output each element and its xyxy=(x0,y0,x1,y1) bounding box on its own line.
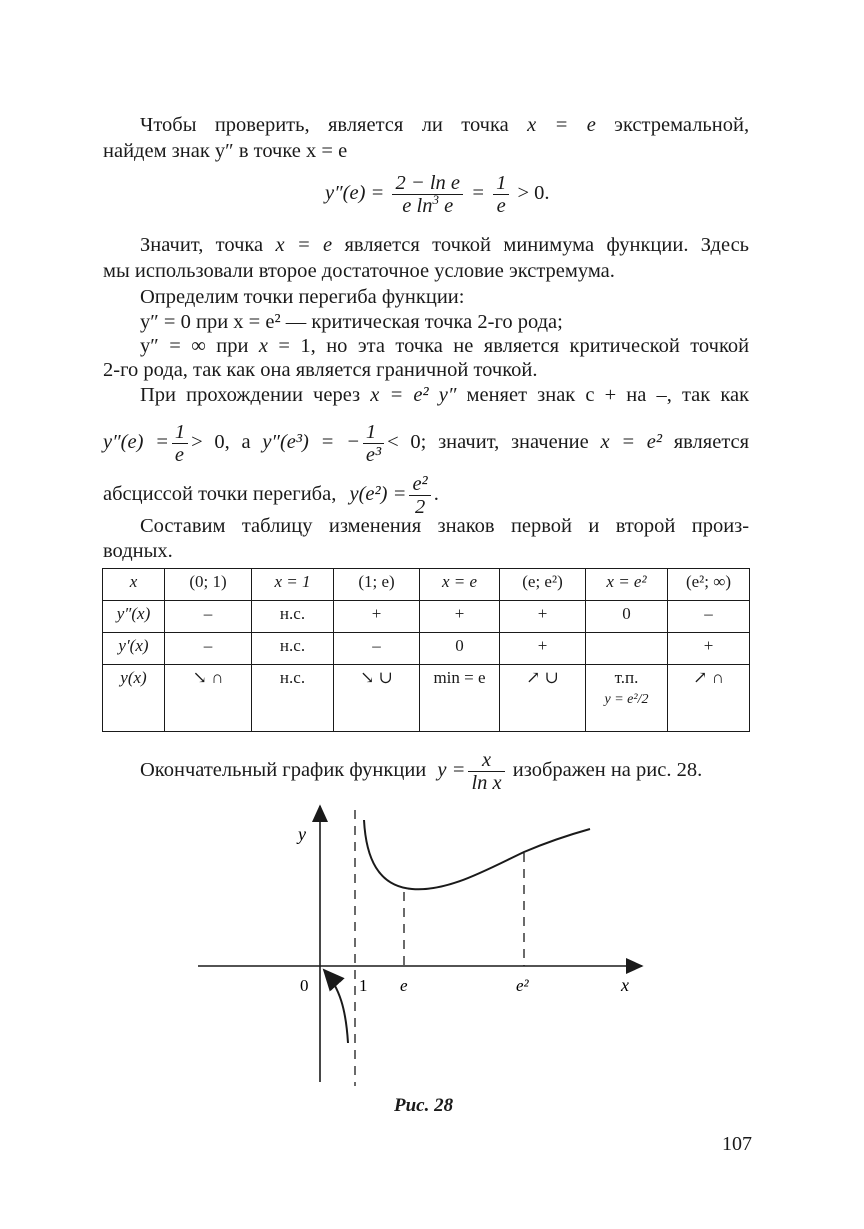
table-cell: ↗ ∪ xyxy=(500,665,586,732)
inflection-value: y = e²/2 xyxy=(604,692,649,707)
table-cell: + xyxy=(334,601,420,633)
table-cell: (0; 1) xyxy=(165,569,252,601)
y-axis-label: y xyxy=(298,824,306,844)
para3-line1: Определим точки перегиба функции: xyxy=(140,286,465,308)
x-axis-label: x xyxy=(621,975,629,995)
para5-line1: Составим таблицу изменения знаков первой и второй произ- xyxy=(140,515,750,537)
table-cell: x = 1 xyxy=(252,569,334,601)
para3-line3: y″ = ∞ при x = 1, но эта точка не является критической точкой xyxy=(140,335,750,357)
table-cell: x xyxy=(103,569,165,601)
curve-left-branch xyxy=(324,970,348,1043)
table-cell: min = e xyxy=(420,665,500,732)
para2-line2: мы использовали второе достаточное условие экстремума. xyxy=(103,260,615,282)
table-cell: y(x) xyxy=(103,665,165,732)
inflection-label: т.п. xyxy=(614,668,639,687)
table-cell: – xyxy=(668,601,750,633)
table-cell: (1; e) xyxy=(334,569,420,601)
table-cell: 0 xyxy=(420,633,500,665)
table-cell: (e; e²) xyxy=(500,569,586,601)
table-cell: 0 xyxy=(586,601,668,633)
final-graph-line: Окончательный график функции y = $\frac{x}{\text{ln x}}$ изображен на рис. 28. xyxy=(140,748,703,794)
table-cell: ↘ ∪ xyxy=(334,665,420,732)
figure-caption: Рис. 28 xyxy=(394,1095,454,1116)
table-cell: н.с. xyxy=(252,665,334,732)
table-cell: x = e xyxy=(420,569,500,601)
para1-line2: найдем знак y″ в точке x = e xyxy=(103,140,348,162)
table-cell: – xyxy=(165,633,252,665)
table-cell: – xyxy=(334,633,420,665)
tick-label-e2: e² xyxy=(516,976,529,995)
para4-line3: абсциссой точки перегиба, y(e²) = $\frac{\text{e²}}{2}$ . xyxy=(103,472,439,518)
para3-line2: y″ = 0 при x = e² — критическая точка 2-го рода; xyxy=(140,311,563,333)
para2-line1: Значит, точка x = e является точкой минимума функции. Здесь xyxy=(140,234,750,256)
page-number: 107 xyxy=(722,1133,752,1155)
para3-line4: 2-го рода, так как она является граничной точкой. xyxy=(103,359,538,381)
table-cell: y′(x) xyxy=(103,633,165,665)
table-cell: y″(x) xyxy=(103,601,165,633)
table-cell: ↗ ∩ xyxy=(668,665,750,732)
table-cell: ↘ ∩ xyxy=(165,665,252,732)
tick-label-e: e xyxy=(400,976,408,995)
table-cell: (e²; ∞) xyxy=(668,569,750,601)
curve-right-branch xyxy=(364,820,590,889)
table-cell: + xyxy=(500,633,586,665)
para4-line2: y″(e) = $\frac{1}{e}$ > 0, а y″(e³) = − $\frac{1}{\text{e³}}$ < 0; значит, значение x = e² является xyxy=(103,420,750,466)
para4-line1: При прохождении через x = e² y″ меняет знак с + на –, так как xyxy=(140,384,750,406)
table-cell: н.с. xyxy=(252,601,334,633)
table-cell: x = e² xyxy=(586,569,668,601)
origin-label: 0 xyxy=(300,976,309,995)
table-cell: + xyxy=(500,601,586,633)
table-cell: н.с. xyxy=(252,633,334,665)
table-cell: + xyxy=(668,633,750,665)
tick-label-1: 1 xyxy=(359,976,368,995)
para1-line1: Чтобы проверить, является ли точка x = e экстремальной, xyxy=(140,114,750,136)
formula-second-derivative-at-e: y″(e) = $\frac{\text{2 − ln e}}{e \ln^3 e}$ = $\frac{1}{e}$ > 0. xyxy=(325,172,550,217)
table-cell: + xyxy=(420,601,500,633)
table-cell: – xyxy=(165,601,252,633)
para5-line2: водных. xyxy=(103,540,173,562)
